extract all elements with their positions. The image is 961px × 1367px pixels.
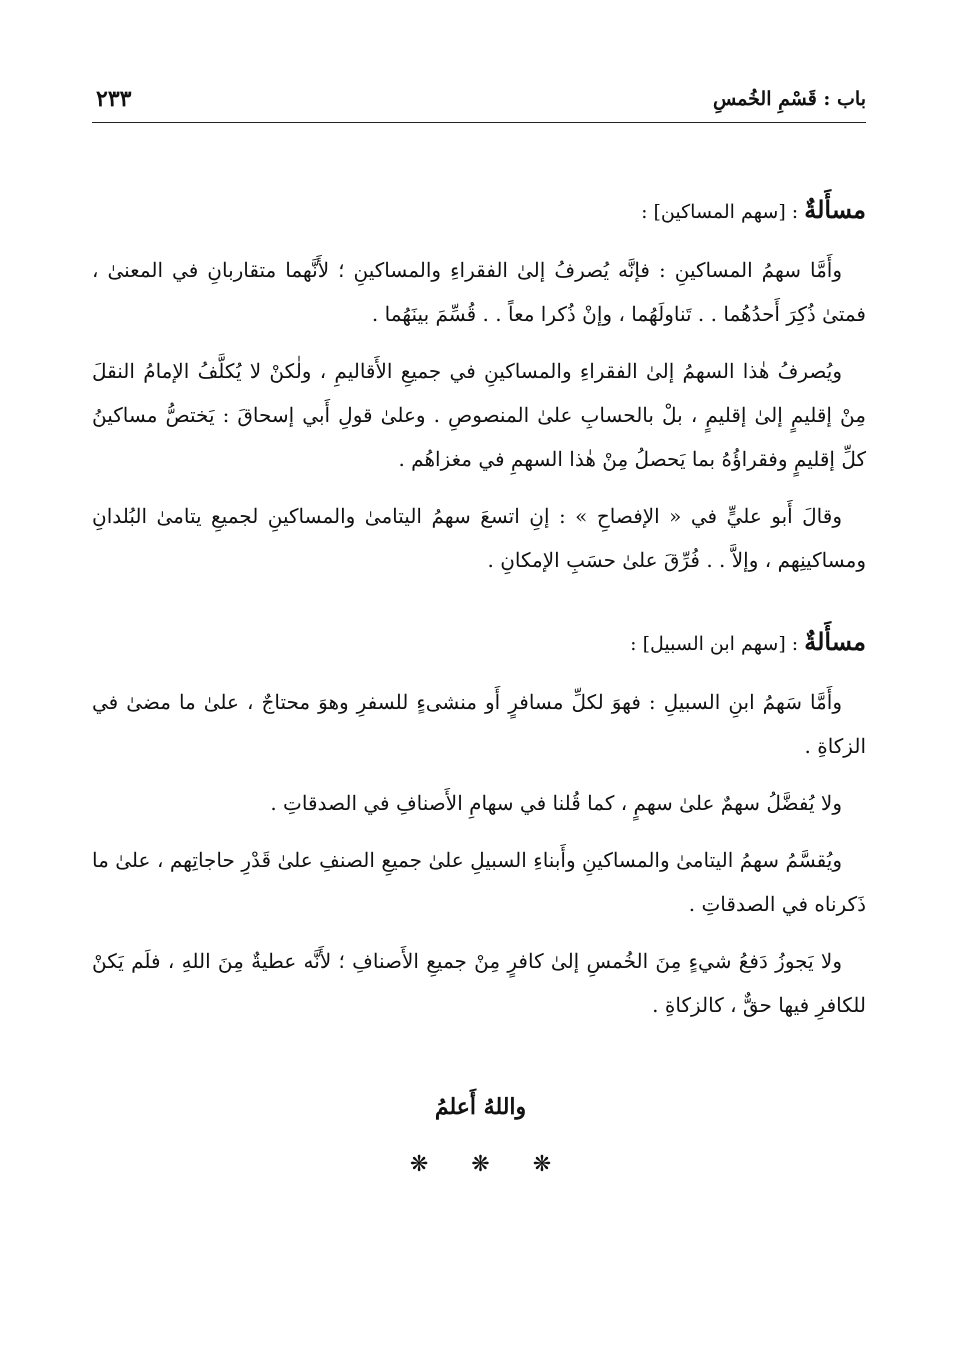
heading-subtitle: [سهم المساكين] (653, 201, 786, 223)
star-ornament-icon: ❋ (409, 1152, 429, 1177)
closing-phrase: واللهُ أَعلمُ (434, 1094, 527, 1120)
paragraph: وأَمَّا سهمُ المساكينِ : فإنَّه يُصرفُ إلىٰ الفقراءِ والمساكينِ ؛ لأَنَّهما متقاربانِ في المعنىٰ ، فمتىٰ ذُكِرَ أَحدُهُما . . تَناولَهُما ، وإنْ ذُكرا معاً . . قُسِّمَ بينَهُما . (92, 258, 866, 326)
section-poor-share (92, 192, 866, 582)
heading-end: : (630, 633, 643, 655)
star-ornament-icon: ❋ (471, 1152, 490, 1177)
heading-end: : (641, 201, 654, 223)
heading-word: مسأَلةٌ (804, 195, 866, 224)
paragraph: وقالَ أَبو عليٍّ في « الإفصاحِ » : إنِ اتسعَ سهمُ اليتامىٰ والمساكينِ لجميعِ يتامىٰ البُلدانِ ومساكينِهم ، وإلاَّ . . فُرِّقَ علىٰ حسَبِ الإمكانِ . (92, 504, 866, 572)
page-number: ٢٣٣ (96, 86, 132, 112)
heading-colon: : (785, 633, 805, 655)
heading-word: مسأَلةٌ (804, 627, 866, 656)
page-header (92, 82, 866, 123)
paragraph: ويُصرفُ هٰذا السهمُ إلىٰ الفقراءِ والمساكينِ في جميعِ الأَقاليمِ ، ولٰكنْ لا يُكلَّفُ الإمامُ النقلَ مِنْ إقليمٍ إلىٰ إقليمٍ ، بلْ بالحسابِ علىٰ المنصوصِ . وعلىٰ قولِ أَبي إسحاقَ : يَختصُّ مساكينُ كلِّ إقليمٍ وفقراؤُهُ بما يَحصلُ مِنْ هٰذا السهمِ في مغزاهُم . (92, 359, 866, 471)
section-heading (92, 624, 866, 662)
star-ornament-icon: ❋ (532, 1152, 552, 1177)
section-divider (0, 1152, 961, 1177)
section-traveler-share (92, 624, 866, 1027)
chapter-title: باب : قَسْمِ الخُمسِ (712, 88, 866, 110)
heading-subtitle: [سهم ابن السبيل] (642, 633, 786, 655)
page-content (92, 192, 866, 1040)
heading-colon: : (785, 201, 805, 223)
paragraph: وأَمَّا سَهمُ ابنِ السبيلِ : فهوَ لكلِّ مسافرٍ أَو منشىءٍ للسفرِ وهوَ محتاجٌ ، علىٰ ما مضىٰ في الزكاةِ . (92, 690, 866, 758)
section-heading (92, 192, 866, 230)
paragraph: ولا يُفضَّلُ سهمٌ علىٰ سهمٍ ، كما قُلنا في سهامِ الأَصنافِ في الصدقاتِ . (270, 791, 842, 815)
paragraph: ويُقسَّمُ سهمُ اليتامىٰ والمساكينِ وأَبناءِ السبيلِ علىٰ جميعِ الصنفِ علىٰ قَدْرِ حاجاتِهم ، علىٰ ما ذَكرناه في الصدقاتِ . (92, 848, 866, 916)
paragraph: ولا يَجوزُ دَفعُ شيءٍ مِنَ الخُمسِ إلىٰ كافرٍ مِنْ جميعِ الأَصنافِ ؛ لأَنَّه عطيةٌ مِنَ اللهِ ، فلَم يَكنْ للكافرِ فيها حقٌّ ، كالزكاةِ . (92, 949, 866, 1017)
